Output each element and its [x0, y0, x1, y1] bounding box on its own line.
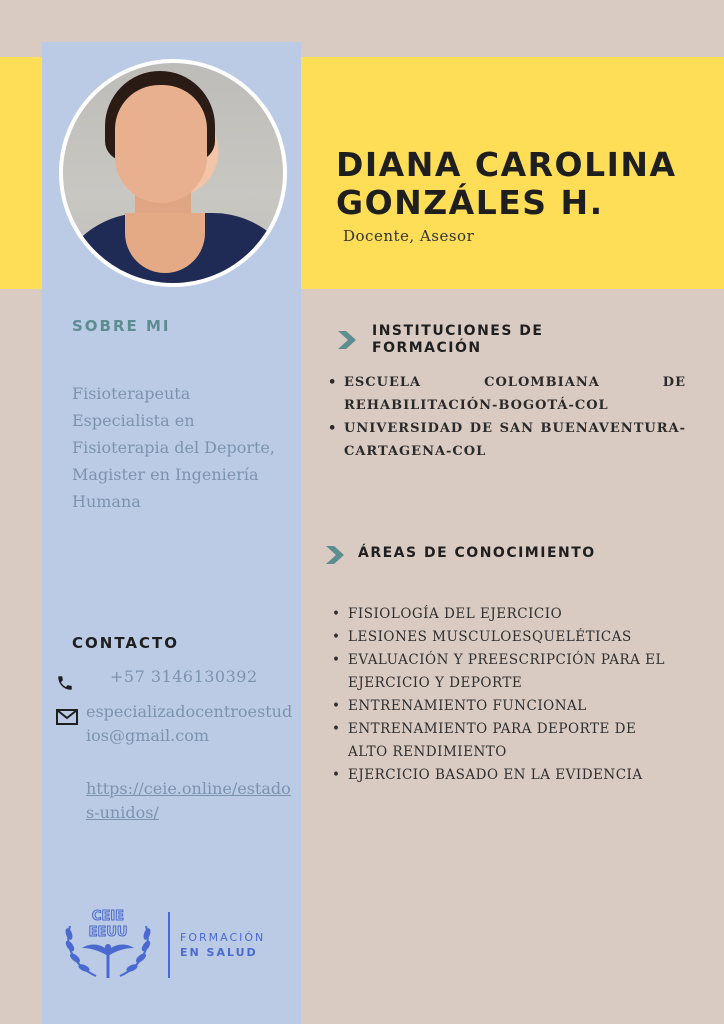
logo-tagline-line-1: FORMACIÓN — [180, 931, 266, 944]
areas-title: ÁREAS DE CONOCIMIENTO — [358, 545, 596, 561]
name-line-2: GONZÁLES H. — [336, 183, 604, 222]
chevron-right-icon — [336, 330, 358, 350]
list-item: • EVALUACIÓN Y PREESCRIPCIÓN PARA EL EJERCICIO Y DEPORTE — [332, 649, 672, 695]
phone-icon — [56, 674, 74, 692]
institutions-list — [326, 371, 686, 463]
mail-icon — [56, 709, 78, 725]
list-item: • EJERCICIO BASADO EN LA EVIDENCIA — [332, 764, 672, 787]
logo-tagline — [180, 930, 265, 960]
name-line-1: DIANA CAROLINA — [336, 145, 677, 184]
person-role: Docente, Asesor — [343, 227, 475, 245]
chevron-right-icon — [324, 545, 346, 565]
about-title: SOBRE MI — [72, 317, 171, 335]
list-item: • ENTRENAMIENTO FUNCIONAL — [332, 695, 672, 718]
list-item: • UNIVERSIDAD DE SAN BUENAVENTURA-CARTAGENA-COL — [326, 417, 686, 463]
person-name — [336, 146, 706, 222]
areas-list — [332, 603, 672, 787]
list-item: • ESCUELA COLOMBIANA DE REHABILITACIÓN-BOGOTÁ-COL — [326, 371, 686, 417]
about-text: Fisioterapeuta Especialista en Fisioterapia del Deporte, Magister en Ingeniería Humana — [72, 384, 275, 511]
website-link[interactable]: https://ceie.online/estados-unidos/ — [86, 779, 291, 822]
profile-photo — [59, 59, 287, 287]
logo-mark-line-1: CEIE — [91, 909, 125, 924]
email-address[interactable]: especializadocentroestudios@gmail.com — [86, 702, 293, 745]
logo-tagline-line-2: EN SALUD — [180, 946, 258, 959]
contact-title: CONTACTO — [72, 634, 179, 652]
institutions-title: INSTITUCIONES DE FORMACIÓN — [372, 323, 544, 356]
list-item: • ENTRENAMIENTO PARA DEPORTE DE ALTO RENDIMIENTO — [332, 718, 672, 764]
list-item: • FISIOLOGÍA DEL EJERCICIO — [332, 603, 672, 626]
phone-number: +57 3146130392 — [110, 667, 258, 686]
logo-mark-line-2: EEUU — [88, 925, 128, 940]
list-item: • LESIONES MUSCULOESQUELÉTICAS — [332, 626, 672, 649]
